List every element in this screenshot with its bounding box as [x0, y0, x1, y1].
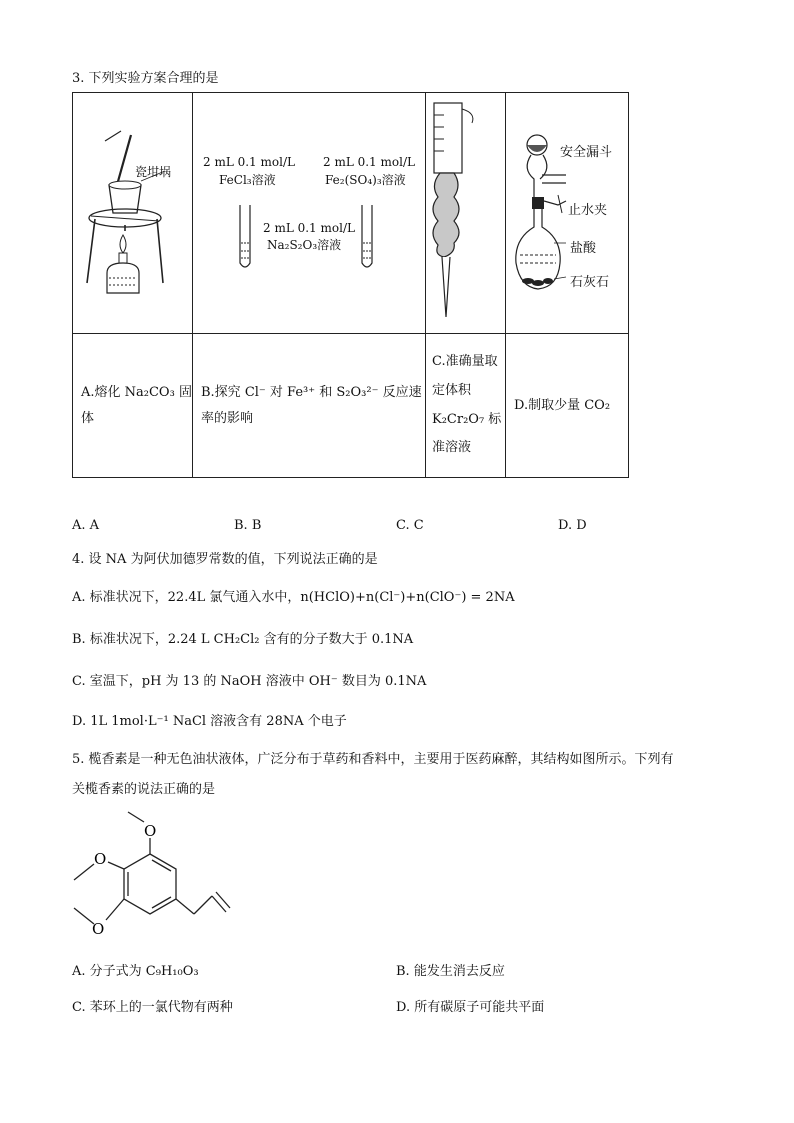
caption-b: B.探究 Cl⁻ 对 Fe³⁺ 和 S₂O₃²⁻ 反应速率的影响	[193, 334, 426, 478]
q3-option-d[interactable]: D. D	[558, 518, 587, 533]
q4-option-d[interactable]: D. 1L 1mol·L⁻¹ NaCl 溶液含有 28NA 个电子	[72, 714, 347, 729]
q5-stem-line1: 5. 榄香素是一种无色油状液体，广泛分布于草药和香料中，主要用于医药麻醉，其结构如图所示。下列有	[72, 752, 674, 767]
q5-stem-line2: 关榄香素的说法正确的是	[72, 782, 216, 797]
q5-option-b[interactable]: B. 能发生消去反应	[396, 964, 505, 979]
caption-c: C.准确量取定体积 K₂Cr₂O₇ 标准溶液	[426, 334, 506, 478]
fig-b-mid-top: 2 mL 0.1 mol/L	[263, 221, 355, 235]
atom-o-left: O	[94, 850, 107, 868]
fig-b-mid-bottom: Na₂S₂O₃溶液	[267, 238, 342, 252]
q5-option-a[interactable]: A. 分子式为 C₉H₁₀O₃	[72, 964, 199, 979]
fig-b-left-top: 2 mL 0.1 mol/L	[203, 155, 295, 169]
q4-title: 4. 设 NA 为阿伏加德罗常数的值，下列说法正确的是	[72, 552, 378, 567]
elemicin-structure	[66, 808, 246, 948]
fig-c-pipette	[426, 93, 506, 333]
crucible-label: 瓷坩埚	[135, 165, 172, 179]
water-clamp-label: 止水夹	[568, 203, 608, 218]
caption-a: A.熔化 Na₂CO₃ 固体	[73, 334, 193, 478]
q5-option-c[interactable]: C. 苯环上的一氯代物有两种	[72, 1000, 233, 1015]
q5-option-d[interactable]: D. 所有碳原子可能共平面	[396, 1000, 545, 1015]
fig-b-right-bottom: Fe₂(SO₄)₃溶液	[325, 173, 406, 187]
q3-apparatus-table	[72, 92, 629, 478]
fig-b-right-top: 2 mL 0.1 mol/L	[323, 155, 415, 169]
fig-b-left-bottom: FeCl₃溶液	[219, 173, 276, 187]
hydrochloric-acid-label: 盐酸	[570, 241, 597, 256]
atom-o-top: O	[144, 822, 157, 840]
q3-option-b[interactable]: B. B	[234, 518, 262, 533]
q4-option-b[interactable]: B. 标准状况下，2.24 L CH₂Cl₂ 含有的分子数大于 0.1NA	[72, 632, 414, 647]
caption-d: D.制取少量 CO₂	[506, 334, 629, 478]
fig-b-test-tubes	[193, 93, 426, 333]
limestone-label: 石灰石	[570, 275, 610, 290]
fig-a-crucible-heating	[73, 93, 193, 333]
q3-title: 3. 下列实验方案合理的是	[72, 71, 219, 86]
fig-a-cell	[73, 93, 193, 334]
fig-b-cell	[193, 93, 426, 334]
fig-d-cell	[506, 93, 629, 334]
q4-option-c[interactable]: C. 室温下，pH 为 13 的 NaOH 溶液中 OH⁻ 数目为 0.1NA	[72, 674, 427, 689]
q4-option-a[interactable]: A. 标准状况下，22.4L 氯气通入水中，n(HClO)+n(Cl⁻)+n(ClO⁻) = 2NA	[72, 590, 515, 605]
atom-o-bottom: O	[92, 920, 105, 938]
fig-c-cell	[426, 93, 506, 334]
q3-option-a[interactable]: A. A	[72, 518, 100, 533]
safety-funnel-label: 安全漏斗	[560, 145, 613, 160]
q3-option-c[interactable]: C. C	[396, 518, 424, 533]
